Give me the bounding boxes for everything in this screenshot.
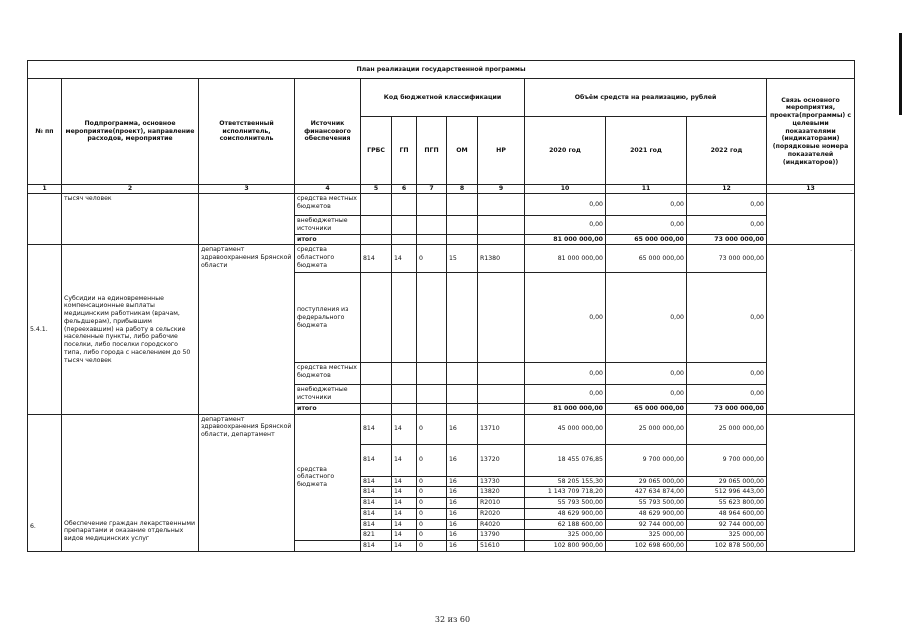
cell-om: 16 <box>447 541 478 552</box>
cell-om: 15 <box>447 245 478 273</box>
cell-np: 13820 <box>478 487 525 498</box>
cell-2020: 81 000 000,00 <box>525 403 606 414</box>
cell-2020: 325 000,00 <box>525 530 606 541</box>
header-kbk: Код бюджетной классификации <box>361 79 525 117</box>
cell-num: 6. <box>28 414 62 551</box>
cell-2021: 0,00 <box>606 194 687 216</box>
cell-2022: 55 623 800,00 <box>687 498 767 509</box>
page-number: 32 из 60 <box>434 615 471 624</box>
cell-2022: 73 000 000,00 <box>687 403 767 414</box>
cell-np: R4020 <box>478 519 525 530</box>
cell-2022: 0,00 <box>687 385 767 404</box>
cell-2021: 65 000 000,00 <box>606 234 687 245</box>
column-number-row <box>28 185 855 194</box>
cell-2021: 65 000 000,00 <box>606 403 687 414</box>
cell-2022: 102 878 500,00 <box>687 541 767 552</box>
cell-2021: 9 700 000,00 <box>606 444 687 476</box>
cell-gp: 14 <box>392 498 417 509</box>
cell-om: 16 <box>447 530 478 541</box>
cell-2020: 81 000 000,00 <box>525 245 606 273</box>
cell-num: 5.4.1. <box>28 245 62 414</box>
cell-pgp: 0 <box>417 508 447 519</box>
cell-pgp: 0 <box>417 541 447 552</box>
cell-2020: 62 188 600,00 <box>525 519 606 530</box>
cell-pgp: 0 <box>417 519 447 530</box>
cell-grbs: 814 <box>361 519 392 530</box>
cell-np: 51610 <box>478 541 525 552</box>
cell-source: итого <box>295 234 361 245</box>
header-link: Связь основного мероприятия, проекта(программы) с целевыми показателями (индикаторами) (порядковые номера показателей (индикаторов)) <box>767 79 855 185</box>
cell-2020: 58 205 155,30 <box>525 476 606 487</box>
cell-responsible: департамент здравоохранения Брянской области <box>199 245 295 414</box>
cell-np: 13720 <box>478 444 525 476</box>
cell-link <box>767 414 855 551</box>
col-num: 12 <box>687 185 767 194</box>
cell-gp: 14 <box>392 508 417 519</box>
header-responsible: Ответственный исполнитель, соисполнитель <box>199 79 295 185</box>
cell-grbs: 814 <box>361 487 392 498</box>
cell-2022: 0,00 <box>687 194 767 216</box>
cell-2022: 73 000 000,00 <box>687 234 767 245</box>
col-num: 1 <box>28 185 62 194</box>
cell-2020: 48 629 900,00 <box>525 508 606 519</box>
cell-om: 16 <box>447 414 478 444</box>
col-num: 6 <box>392 185 417 194</box>
cell-2020: 18 455 076,85 <box>525 444 606 476</box>
cell-2022: 325 000,00 <box>687 530 767 541</box>
cell-grbs: 814 <box>361 444 392 476</box>
cell-grbs: 821 <box>361 530 392 541</box>
cell-pgp: 0 <box>417 487 447 498</box>
cell-np: 13730 <box>478 476 525 487</box>
cell-om: 16 <box>447 498 478 509</box>
cell-2022: 48 964 600,00 <box>687 508 767 519</box>
header-grbs: ГРБС <box>361 117 392 185</box>
cell-2021: 0,00 <box>606 273 687 363</box>
table-caption: План реализации государственной программы <box>28 61 855 79</box>
cell-2020: 45 000 000,00 <box>525 414 606 444</box>
cell-source: поступления из федерального бюджета <box>295 273 361 363</box>
cell-2022: 512 996 443,00 <box>687 487 767 498</box>
cell-om: 16 <box>447 476 478 487</box>
cell-pgp: 0 <box>417 530 447 541</box>
cell-om: 16 <box>447 519 478 530</box>
header-np: НР <box>478 117 525 185</box>
cell-gp: 14 <box>392 444 417 476</box>
cell-name: Субсидии на единовременные компенсационные выплаты медицинским работникам (врачам, фельдшерам), прибывшим (переехавшим) на работу в сельские населенные пункты, либо рабочие поселки, либо поселки городского типа, либо города с населением до 50 тысяч человек <box>62 245 199 414</box>
cell-source <box>295 541 361 552</box>
cell-gp: 14 <box>392 519 417 530</box>
table-row <box>28 245 855 273</box>
header-om: ОМ <box>447 117 478 185</box>
cell-gp: 14 <box>392 476 417 487</box>
cell-om: 16 <box>447 508 478 519</box>
cell-om: 16 <box>447 487 478 498</box>
cell-2020: 55 793 500,00 <box>525 498 606 509</box>
cell-gp: 14 <box>392 245 417 273</box>
cell-2020: 81 000 000,00 <box>525 234 606 245</box>
cell-2022: 73 000 000,00 <box>687 245 767 273</box>
col-num: 11 <box>606 185 687 194</box>
table-caption-row <box>28 61 855 79</box>
col-num: 7 <box>417 185 447 194</box>
cell-name: тысяч человек <box>62 194 199 245</box>
cell-np: R1380 <box>478 245 525 273</box>
cell-2021: 55 793 500,00 <box>606 498 687 509</box>
cell-2022: 29 065 000,00 <box>687 476 767 487</box>
cell-2021: 25 000 000,00 <box>606 414 687 444</box>
cell-2022: 25 000 000,00 <box>687 414 767 444</box>
header-source: Источник финансового обеспечения <box>295 79 361 185</box>
cell-source: средства областного бюджета <box>295 414 361 541</box>
col-num: 10 <box>525 185 606 194</box>
col-num: 3 <box>199 185 295 194</box>
cell-2020: 0,00 <box>525 194 606 216</box>
table-row <box>28 414 855 444</box>
cell-2020: 0,00 <box>525 385 606 404</box>
col-num: 8 <box>447 185 478 194</box>
cell-gp: 14 <box>392 541 417 552</box>
cell-2020: 0,00 <box>525 216 606 235</box>
table-row <box>28 194 855 216</box>
header-volume: Объём средств на реализацию, рублей <box>525 79 767 117</box>
header-name: Подпрограмма, основное мероприятие(проект), направление расходов, мероприятие <box>62 79 199 185</box>
cell-np: 13790 <box>478 530 525 541</box>
cell-source: итого <box>295 403 361 414</box>
header-gp: ГП <box>392 117 417 185</box>
cell-responsible <box>199 194 295 245</box>
cell-np: R2010 <box>478 498 525 509</box>
cell-gp: 14 <box>392 487 417 498</box>
cell-link: . <box>767 245 855 414</box>
cell-2021: 0,00 <box>606 385 687 404</box>
cell-link <box>767 194 855 245</box>
cell-grbs: 814 <box>361 476 392 487</box>
header-row-1 <box>28 79 855 117</box>
cell-2021: 65 000 000,00 <box>606 245 687 273</box>
cell-2020: 0,00 <box>525 273 606 363</box>
header-num: № пп <box>28 79 62 185</box>
header-pgp: ПГП <box>417 117 447 185</box>
col-num: 9 <box>478 185 525 194</box>
cell-responsible: департамент здравоохранения Брянской области, департамент <box>199 414 295 551</box>
col-num: 4 <box>295 185 361 194</box>
cell-2020: 1 143 709 718,20 <box>525 487 606 498</box>
cell-2021: 325 000,00 <box>606 530 687 541</box>
cell-2021: 0,00 <box>606 216 687 235</box>
cell-2020: 102 800 900,00 <box>525 541 606 552</box>
cell-pgp: 0 <box>417 444 447 476</box>
cell-gp: 14 <box>392 414 417 444</box>
cell-2021: 0,00 <box>606 363 687 385</box>
cell-source: средства местных бюджетов <box>295 194 361 216</box>
header-2021: 2021 год <box>606 117 687 185</box>
cell-pgp: 0 <box>417 498 447 509</box>
cell-2022: 9 700 000,00 <box>687 444 767 476</box>
cell-pgp: 0 <box>417 414 447 444</box>
cell-om: 16 <box>447 444 478 476</box>
cell-pgp: 0 <box>417 245 447 273</box>
cell-grbs: 814 <box>361 245 392 273</box>
cell-2021: 427 634 874,00 <box>606 487 687 498</box>
cell-2022: 92 744 000,00 <box>687 519 767 530</box>
cell-grbs: 814 <box>361 541 392 552</box>
cell-grbs: 814 <box>361 498 392 509</box>
cell-2022: 0,00 <box>687 273 767 363</box>
cell-np: R2020 <box>478 508 525 519</box>
cell-pgp: 0 <box>417 476 447 487</box>
col-num: 5 <box>361 185 392 194</box>
cell-2022: 0,00 <box>687 216 767 235</box>
cell-2021: 92 744 000,00 <box>606 519 687 530</box>
header-2022: 2022 год <box>687 117 767 185</box>
cell-2021: 48 629 900,00 <box>606 508 687 519</box>
cell-source: внебюджетные источники <box>295 216 361 235</box>
cell-num <box>28 194 62 245</box>
page-edge-mark <box>899 33 902 115</box>
cell-source: средства местных бюджетов <box>295 363 361 385</box>
program-plan-table <box>27 60 855 552</box>
col-num: 13 <box>767 185 855 194</box>
cell-np: 13710 <box>478 414 525 444</box>
header-2020: 2020 год <box>525 117 606 185</box>
cell-gp: 14 <box>392 530 417 541</box>
cell-source: внебюджетные источники <box>295 385 361 404</box>
cell-2021: 29 065 000,00 <box>606 476 687 487</box>
cell-2022: 0,00 <box>687 363 767 385</box>
col-num: 2 <box>62 185 199 194</box>
cell-2020: 0,00 <box>525 363 606 385</box>
cell-source: средства областного бюджета <box>295 245 361 273</box>
cell-grbs: 814 <box>361 508 392 519</box>
cell-2021: 102 698 600,00 <box>606 541 687 552</box>
cell-grbs: 814 <box>361 414 392 444</box>
cell-name: Обеспечение граждан лекарственными препаратами и оказание отдельных видов медицинских услуг <box>62 414 199 551</box>
